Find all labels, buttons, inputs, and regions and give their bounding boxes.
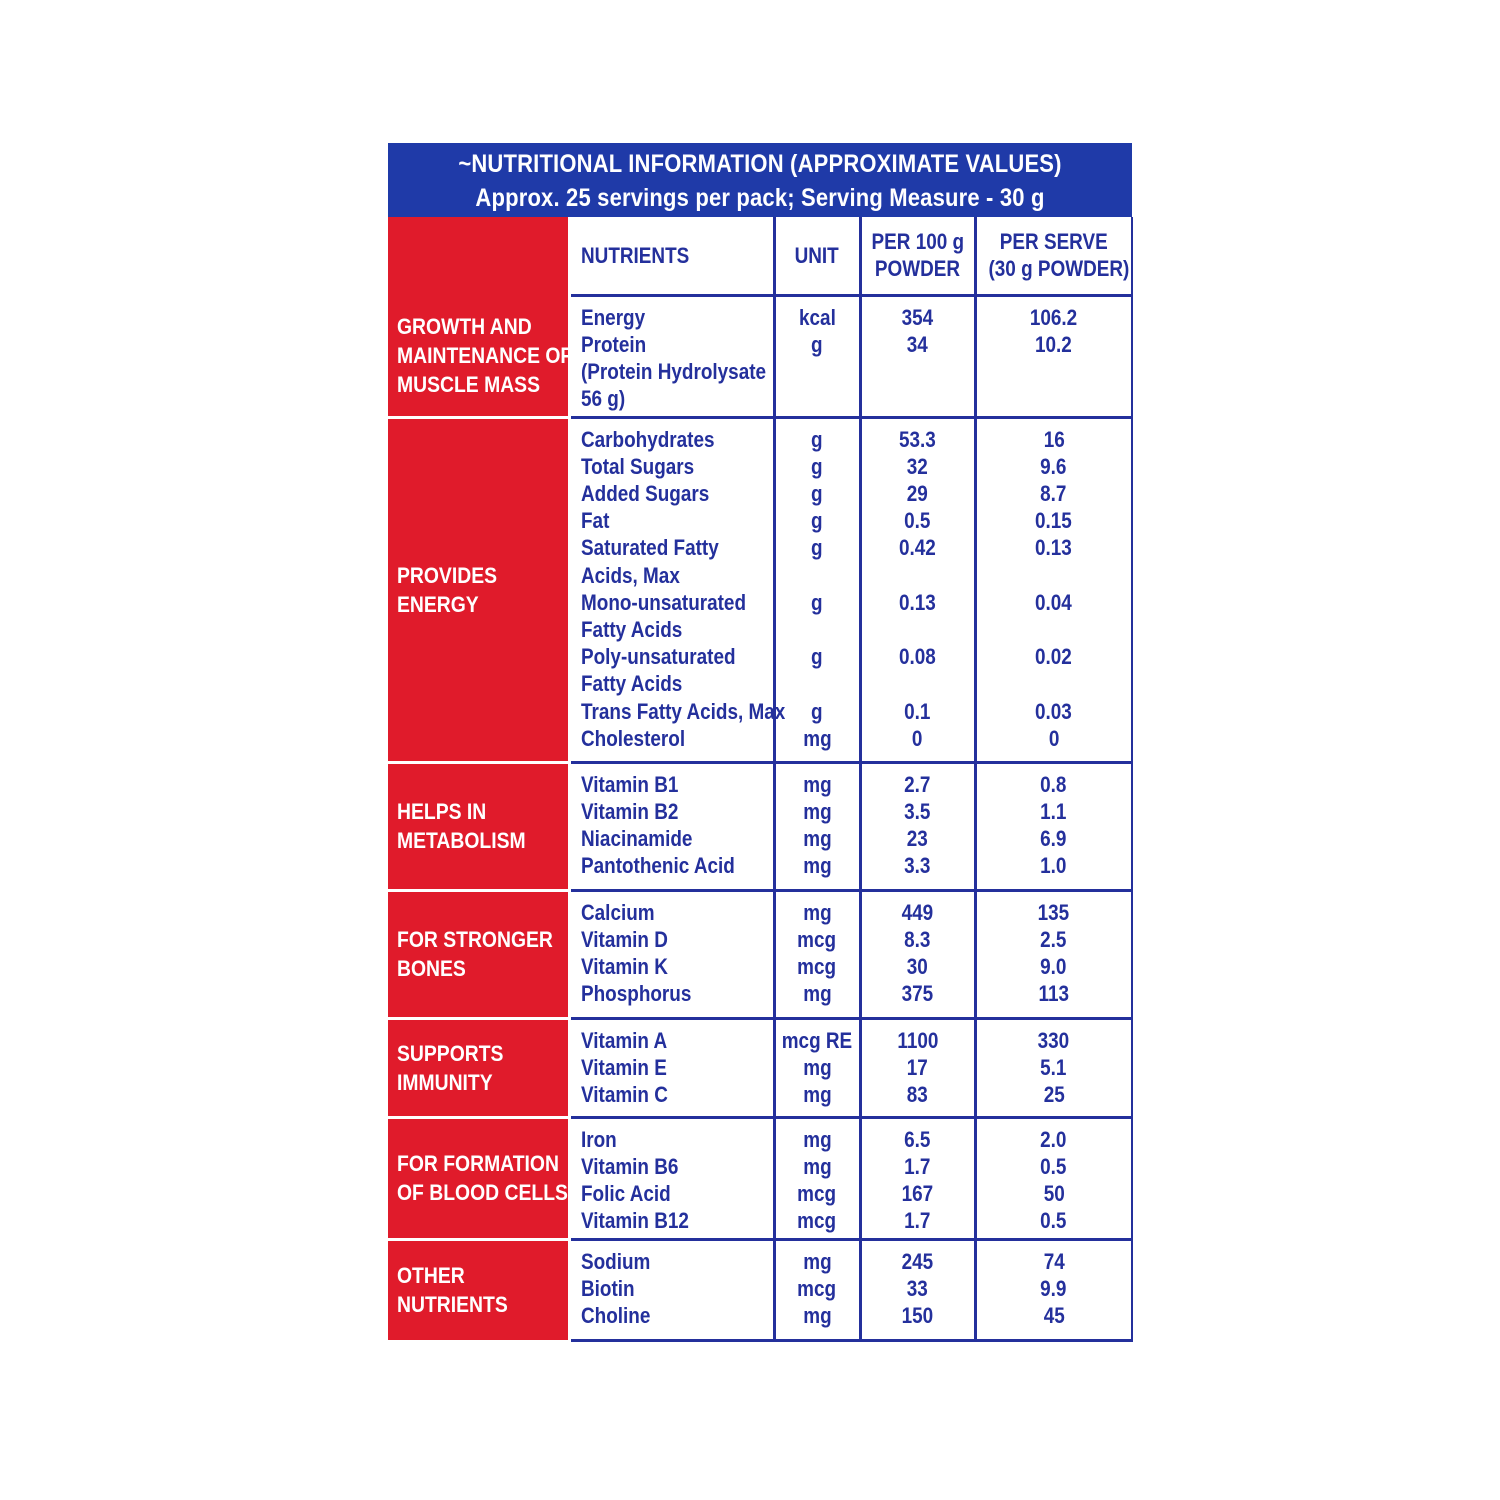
per-serve-values-line: 1.1 [1040,798,1067,824]
unit-values [774,762,860,890]
nutrient-names [569,1239,774,1340]
nutrient-names-line: Cholesterol [580,725,685,751]
category-label [388,890,569,1018]
category-label-line: SUPPORTS [397,1040,504,1066]
per-serve-values-line: 0.02 [1035,644,1073,670]
unit-values-line [814,562,819,589]
nutrient-group-row [388,1018,1132,1117]
per-100g-values-line: 0.5 [904,508,931,534]
unit-values-line: mg [802,899,832,925]
nutrient-names-line: Added Sugars [580,480,709,506]
unit-values-line: g [811,453,823,479]
per-serve-values-line: 0.04 [1035,589,1073,615]
per-100g-values [860,295,975,417]
category-label [388,1239,569,1340]
nutrition-panel [388,143,1132,1341]
nutrition-banner [388,143,1132,217]
category-label-line: OF BLOOD CELLS [397,1180,568,1205]
per-100g-values-line: 23 [906,825,929,851]
per-100g-values-line: 3.5 [904,798,931,824]
unit-values-line: g [811,589,823,615]
per-100g-values-line: 0.13 [899,589,936,615]
unit-values-line: mg [802,771,832,797]
per-serve-values-line: 0.13 [1035,535,1073,561]
unit-values-line: mg [802,1054,832,1080]
category-label-line: ENERGY [397,591,479,617]
nutrient-names-line: Poly-unsaturated [580,644,736,670]
category-label-line: HELPS IN [397,799,487,824]
nutrient-names-line: Vitamin B1 [580,771,678,797]
unit-values [774,1239,860,1340]
nutrient-names-line: Saturated Fatty [580,535,719,561]
nutrient-names-line: Folic Acid [580,1180,671,1206]
nutrient-names-line: Niacinamide [580,825,692,851]
category-label-line: FOR STRONGER [397,927,553,952]
per-serve-values-line: 0.5 [1040,1208,1067,1234]
unit-values-line: mcg [797,926,837,952]
unit-values-line: mg [802,981,832,1007]
per-serve-values-line [1051,670,1056,697]
per-100g-values-line: 17 [906,1054,929,1080]
unit-values [774,890,860,1018]
nutrient-names [569,295,774,417]
category-label-line: MUSCLE MASS [397,371,540,397]
per-serve-values-line: 6.9 [1040,825,1067,851]
per-serve-values-line: 50 [1043,1180,1065,1206]
nutrient-names-line: Protein [580,331,646,357]
nutrient-names-line: Vitamin C [580,1081,668,1107]
nutrient-names-line: Pantothenic Acid [580,853,735,879]
per-serve-values-line: 2.5 [1040,926,1067,952]
unit-values [774,417,860,762]
category-label-line: NUTRIENTS [397,1292,508,1318]
table-header-row [388,217,1132,295]
nutrient-names-line: Vitamin K [580,953,668,979]
per-100g-values [860,417,975,762]
nutrient-group-row [388,417,1132,762]
per-100g-values-line: 83 [906,1081,929,1107]
per-100g-values-line: 245 [901,1248,934,1274]
category-label-line: FOR FORMATION [397,1151,559,1176]
nutrient-names-line: Fat [580,508,609,534]
per-100g-values-line: 2.7 [904,771,931,797]
unit-values-line [814,670,819,697]
per-100g-values-line: 1.7 [904,1208,931,1234]
nutrient-names-line: Vitamin E [580,1054,667,1080]
unit-values-line: mg [802,1302,832,1328]
nutrient-names-line: Sodium [580,1248,650,1274]
unit-values-line: mcg RE [781,1027,853,1053]
unit-values-line: mg [802,725,832,751]
unit-values-line: g [811,535,823,561]
per-serve-values [975,890,1132,1018]
per-100g-values-line: 3.3 [904,853,931,879]
per-100g-values-line: 1100 [896,1027,939,1053]
nutrient-names-line: Vitamin A [580,1027,667,1053]
nutrient-names-line: Vitamin B12 [580,1208,689,1234]
nutrient-names-line: 56 g) [580,386,625,412]
per-serve-values [975,1117,1132,1239]
unit-values-line: g [811,426,823,452]
nutrition-table [388,217,1133,1342]
header-category-cell [388,217,569,295]
per-100g-values-line: 375 [901,981,934,1007]
per-serve-values-line [1051,562,1056,589]
category-label [388,417,569,762]
nutrient-names-line: Fatty Acids [580,671,682,697]
unit-values-line: mg [802,1126,832,1152]
per-serve-values-line: 5.1 [1040,1054,1067,1080]
nutrient-names-line: (Protein Hydrolysate [580,358,766,384]
per-100g-values-line [915,670,920,697]
per-100g-values-line: 354 [901,304,934,330]
unit-values-line: g [811,480,823,506]
unit-values-line: mcg [797,1208,837,1234]
header-nutrients: NUTRIENTS [569,217,774,295]
per-serve-values [975,417,1132,762]
per-100g-values-line: 33 [906,1275,929,1301]
per-serve-values-line: 1.0 [1040,853,1067,879]
unit-values-line: g [811,698,823,724]
category-label-line: IMMUNITY [397,1069,493,1095]
per-serve-values-line [1051,616,1056,643]
category-label [388,762,569,890]
per-serve-values-line: 0 [1048,725,1060,751]
nutrient-names-line: Mono-unsaturated [580,589,746,615]
per-100g-values-line: 29 [906,480,929,506]
per-100g-values-line: 449 [901,899,934,925]
header-per-100g: PER 100 g POWDER [860,217,975,295]
per-100g-values-line: 32 [906,453,929,479]
per-serve-values-line: 9.6 [1040,453,1067,479]
per-100g-values-line: 6.5 [904,1126,931,1152]
nutrient-names [569,762,774,890]
category-label-line: GROWTH AND [397,313,532,339]
category-label-line: MAINTENANCE OF [397,342,573,368]
unit-values-line: kcal [798,304,836,330]
per-serve-values-line: 2.0 [1040,1126,1067,1152]
nutrient-names-line: Fatty Acids [580,616,682,642]
nutrient-group-row [388,1117,1132,1239]
nutrient-names-line: Choline [580,1302,650,1328]
per-serve-values-line: 0.15 [1035,508,1073,534]
per-serve-values-line: 16 [1043,426,1065,452]
per-serve-values-line: 9.0 [1040,953,1067,979]
per-100g-values-line: 167 [901,1180,934,1206]
per-serve-values-line: 0.5 [1040,1153,1067,1179]
per-100g-values-line: 1.7 [904,1153,931,1179]
per-100g-values-line: 34 [906,331,929,357]
per-100g-values-line: 8.3 [904,926,931,952]
unit-values-line: mcg [797,1180,837,1206]
unit-values [774,1018,860,1117]
per-serve-values-line: 10.2 [1035,331,1073,357]
per-serve-values [975,295,1132,417]
per-serve-values-line: 74 [1043,1248,1065,1274]
per-serve-values-line: 106.2 [1030,304,1078,330]
per-serve-values-line: 45 [1043,1302,1065,1328]
per-100g-values-line: 0.08 [899,644,936,670]
nutrient-names-line: Vitamin D [580,926,668,952]
category-label [388,295,573,417]
per-100g-values-line: 0 [912,725,923,751]
unit-values-line: g [811,644,823,670]
unit-values-line: mg [802,853,832,879]
header-per-serve: PER SERVE (30 g POWDER) [975,217,1132,295]
per-100g-values [860,1117,975,1239]
unit-values-line [814,616,819,643]
per-serve-values-line: 113 [1038,981,1070,1007]
per-100g-values-line: 53.3 [899,426,936,452]
nutrient-names-line: Biotin [580,1275,635,1301]
per-serve-values-line: 330 [1037,1027,1070,1053]
per-100g-values-line: 0.1 [904,698,931,724]
unit-values-line: mcg [797,1275,837,1301]
nutrient-names-line: Trans Fatty Acids, Max [580,698,785,724]
per-serve-values-line: 8.7 [1040,480,1067,506]
category-label [388,1117,569,1239]
nutrient-group-row [388,890,1132,1018]
nutrient-group-row [388,1239,1132,1340]
unit-values-line: g [811,508,823,534]
category-label [388,1018,569,1117]
unit-values-line: mg [802,1248,832,1274]
per-100g-values-line: 30 [906,953,929,979]
per-serve-values-line: 135 [1037,899,1070,925]
per-100g-values-line: 0.42 [899,535,936,561]
unit-values-line: mg [802,798,832,824]
per-100g-values [860,890,975,1018]
category-label-line: METABOLISM [397,828,526,853]
nutrient-names-line: Acids, Max [580,562,680,588]
per-100g-values-line [915,616,920,643]
unit-values-line: mcg [797,953,837,979]
nutrient-names-line: Vitamin B6 [580,1153,678,1179]
per-serve-values [975,1018,1132,1117]
per-serve-values [975,1239,1132,1340]
nutrient-names [569,1117,774,1239]
nutrient-names-line: Calcium [580,899,655,925]
header-unit: UNIT [774,217,860,295]
per-100g-values [860,1239,975,1340]
per-100g-values-line: 150 [901,1302,934,1328]
unit-values-line: mg [802,825,832,851]
unit-values [774,1117,860,1239]
nutrient-names [569,1018,774,1117]
unit-values-line: mg [802,1081,832,1107]
unit-values [774,295,860,417]
nutrient-names-line: Carbohydrates [580,426,715,452]
banner-subtitle: Approx. 25 servings per pack; Serving Measure - 30 g [475,184,1045,212]
per-serve-values [975,762,1132,890]
nutrient-names-line: Vitamin B2 [580,798,678,824]
per-serve-values-line: 25 [1043,1081,1065,1107]
nutrient-group-row [388,295,1132,417]
category-label-line: OTHER [397,1263,465,1289]
per-serve-values-line: 9.9 [1040,1275,1067,1301]
nutrient-names [569,890,774,1018]
banner-title: ~NUTRITIONAL INFORMATION (APPROXIMATE VALUES) [458,150,1062,178]
nutrient-names-line: Iron [580,1126,617,1152]
category-label-line: BONES [397,956,466,981]
nutrient-names [569,417,785,762]
nutrient-names-line: Total Sugars [580,453,694,479]
per-100g-values [860,1018,975,1117]
per-100g-values-line [915,562,920,589]
per-100g-values [860,762,975,890]
unit-values-line: g [811,331,823,357]
nutrient-group-row [388,762,1132,890]
per-serve-values-line: 0.8 [1040,771,1067,797]
nutrient-names-line: Phosphorus [580,981,691,1007]
category-label-line: PROVIDES [397,562,498,588]
nutrient-names-line: Energy [580,304,645,330]
unit-values-line: mg [802,1153,832,1179]
per-serve-values-line: 0.03 [1035,698,1073,724]
